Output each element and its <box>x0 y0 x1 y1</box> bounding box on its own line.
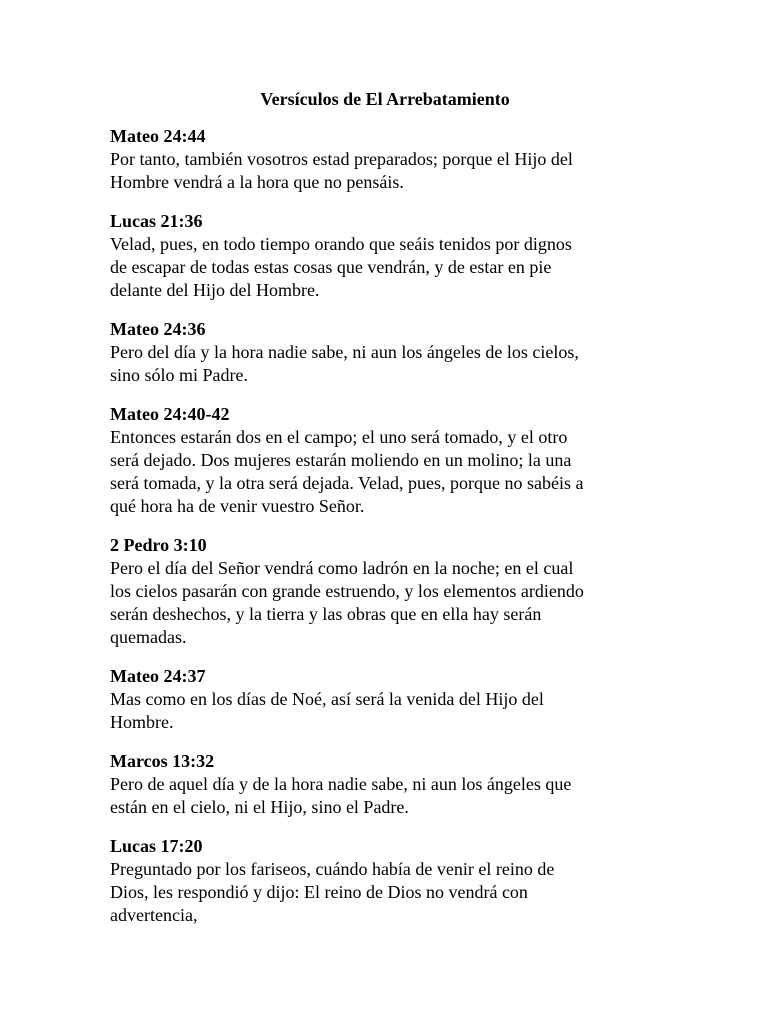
verse-text-line: de escapar de todas estas cosas que vendrán, y de estar en pie <box>110 257 552 277</box>
verse-block <box>110 403 660 518</box>
verse-reference: Mateo 24:37 <box>110 666 206 686</box>
verse-reference: 2 Pedro 3:10 <box>110 535 207 555</box>
verse-text-line: será tomada, y la otra será dejada. Velad, pues, porque no sabéis a <box>110 473 584 493</box>
verse-reference: Lucas 17:20 <box>110 836 203 856</box>
verse-block <box>110 318 660 387</box>
verse-text-line: advertencia, <box>110 905 198 925</box>
verse-text-line: Por tanto, también vosotros estad preparados; porque el Hijo del <box>110 149 573 169</box>
verse-text-line: Pero de aquel día y de la hora nadie sabe, ni aun los ángeles que <box>110 774 572 794</box>
verse-reference: Marcos 13:32 <box>110 751 215 771</box>
verse-text-line: será dejado. Dos mujeres estarán moliendo en un molino; la una <box>110 450 572 470</box>
verse-block <box>110 835 660 927</box>
verse-text-line: Dios, les respondió y dijo: El reino de Dios no vendrá con <box>110 882 528 902</box>
verse-text-line: Pero el día del Señor vendrá como ladrón en la noche; en el cual <box>110 558 574 578</box>
verse-reference: Mateo 24:36 <box>110 319 206 339</box>
verse-block <box>110 210 660 302</box>
verse-text-line: Pero del día y la hora nadie sabe, ni aun los ángeles de los cielos, <box>110 342 579 362</box>
verse-reference: Mateo 24:40-42 <box>110 404 230 424</box>
verse-text-line: Preguntado por los fariseos, cuándo había de venir el reino de <box>110 859 555 879</box>
verse-block <box>110 665 660 734</box>
verse-text-line: Mas como en los días de Noé, así será la venida del Hijo del <box>110 689 544 709</box>
verse-block <box>110 750 660 819</box>
document-page <box>110 88 660 943</box>
verse-text-line: delante del Hijo del Hombre. <box>110 280 320 300</box>
verse-block <box>110 125 660 194</box>
verse-text-line: sino sólo mi Padre. <box>110 365 248 385</box>
verse-text-line: Hombre. <box>110 712 174 732</box>
verse-reference: Mateo 24:44 <box>110 126 206 146</box>
page-title: Versículos de El Arrebatamiento <box>260 89 510 109</box>
verse-text-line: serán deshechos, y la tierra y las obras que en ella hay serán <box>110 604 542 624</box>
verse-text-line: están en el cielo, ni el Hijo, sino el Padre. <box>110 797 409 817</box>
verse-text-line: los cielos pasarán con grande estruendo, y los elementos ardiendo <box>110 581 584 601</box>
verse-text-line: qué hora ha de venir vuestro Señor. <box>110 496 365 516</box>
verse-text-line: Entonces estarán dos en el campo; el uno será tomado, y el otro <box>110 427 568 447</box>
verse-reference: Lucas 21:36 <box>110 211 203 231</box>
verse-text-line: Velad, pues, en todo tiempo orando que seáis tenidos por dignos <box>110 234 572 254</box>
verse-list <box>110 125 660 927</box>
verse-block <box>110 534 660 649</box>
verse-text-line: quemadas. <box>110 627 187 647</box>
verse-text-line: Hombre vendrá a la hora que no pensáis. <box>110 172 404 192</box>
